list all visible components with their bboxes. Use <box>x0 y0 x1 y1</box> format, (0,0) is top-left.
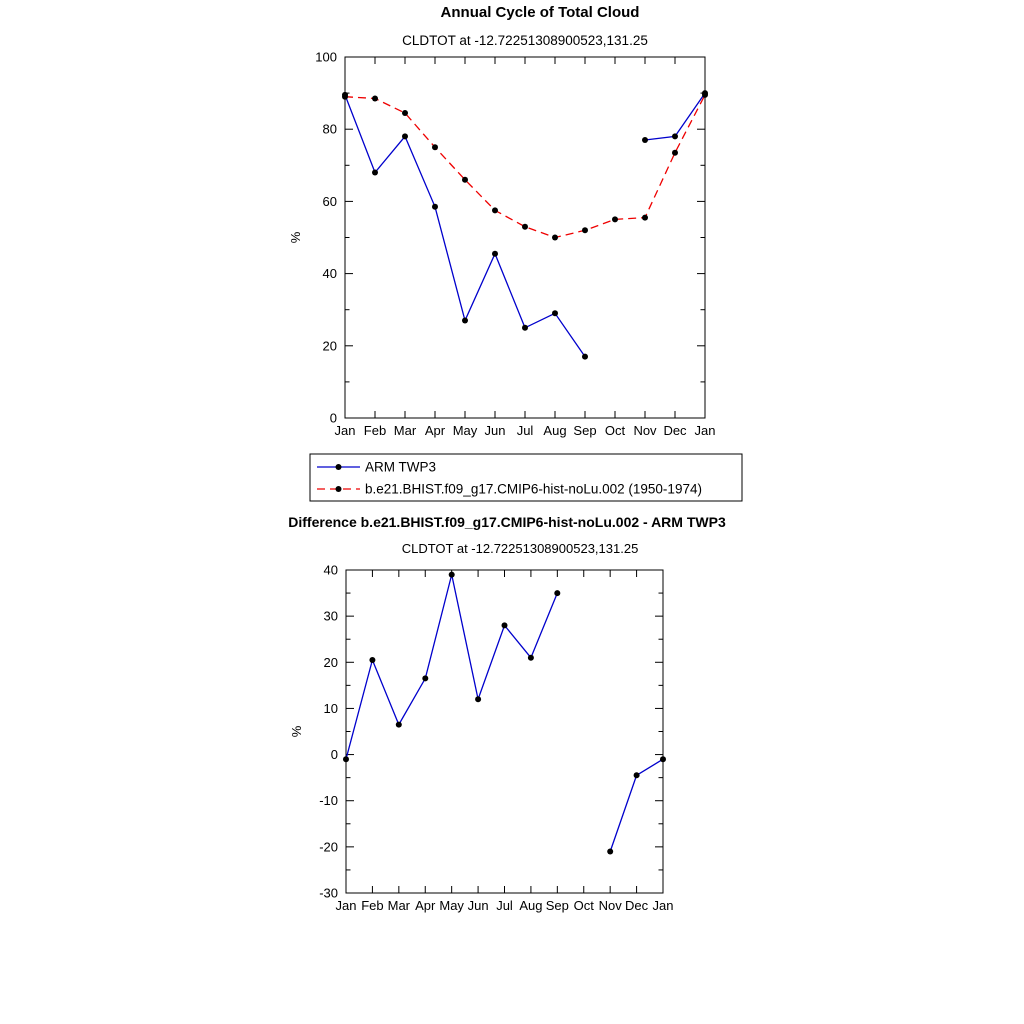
data-point-marker <box>396 722 402 728</box>
data-point-marker <box>612 216 618 222</box>
x-tick-label: Oct <box>573 898 594 913</box>
y-tick-label: 0 <box>330 747 338 763</box>
legend <box>310 454 742 501</box>
x-tick-label: Dec <box>625 898 649 913</box>
x-tick-label: Jan <box>335 898 357 913</box>
data-point-marker <box>522 224 528 230</box>
y-tick-label: 40 <box>323 562 338 578</box>
x-tick-label: Jul <box>496 898 513 913</box>
data-point-marker <box>432 204 438 210</box>
data-point-marker <box>607 849 613 855</box>
x-tick-label: May <box>452 423 478 438</box>
legend-marker <box>336 486 342 492</box>
data-point-marker <box>522 325 528 331</box>
legend-label: b.e21.BHIST.f09_g17.CMIP6-hist-noLu.002 (1950-1974) <box>365 481 702 497</box>
data-point-marker <box>462 318 468 324</box>
x-tick-label: Jun <box>467 898 489 913</box>
y-tick-label: 80 <box>322 121 337 137</box>
data-point-marker <box>402 133 408 139</box>
y-tick-label: 20 <box>322 338 337 354</box>
y-tick-label: 60 <box>322 193 337 209</box>
difference-chart-title: Difference b.e21.BHIST.f09_g17.CMIP6-hist-noLu.002 - ARM TWP3 <box>288 514 726 530</box>
x-tick-label: Sep <box>545 898 569 913</box>
annual-cycle-chart <box>288 50 715 439</box>
x-tick-label: Nov <box>633 423 657 438</box>
y-tick-label: 40 <box>322 266 337 282</box>
data-point-marker <box>582 354 588 360</box>
y-tick-label: -30 <box>319 885 338 901</box>
x-tick-label: Nov <box>598 898 622 913</box>
data-point-marker <box>369 657 375 663</box>
series-line <box>345 95 705 238</box>
difference-chart-subtitle: CLDTOT at -12.72251308900523,131.25 <box>401 541 639 556</box>
x-tick-label: Aug <box>519 898 543 913</box>
data-point-marker <box>462 177 468 183</box>
x-tick-label: Jan <box>694 423 716 438</box>
legend-marker <box>336 464 342 470</box>
data-point-marker <box>642 137 648 143</box>
x-tick-label: Feb <box>361 898 384 913</box>
y-tick-label: -20 <box>319 839 338 855</box>
data-point-marker <box>343 756 349 762</box>
top-chart-title: Annual Cycle of Total Cloud <box>440 4 640 21</box>
data-point-marker <box>342 94 348 100</box>
data-point-marker <box>672 150 678 156</box>
y-tick-label: 0 <box>329 410 337 426</box>
x-tick-label: Mar <box>387 898 411 913</box>
x-tick-label: Mar <box>393 423 417 438</box>
x-tick-label: Apr <box>424 423 446 438</box>
y-tick-label: 20 <box>323 654 338 670</box>
x-tick-label: Jul <box>516 423 534 438</box>
series-line <box>346 575 663 852</box>
x-tick-label: Aug <box>543 423 567 438</box>
x-tick-label: Jun <box>484 423 506 438</box>
data-point-marker <box>432 144 438 150</box>
y-axis-label: % <box>288 231 303 244</box>
x-tick-label: Jan <box>334 423 356 438</box>
x-tick-label: Feb <box>363 423 387 438</box>
data-point-marker <box>372 96 378 102</box>
x-tick-label: Sep <box>573 423 597 438</box>
data-point-marker <box>642 215 648 221</box>
data-point-marker <box>502 622 508 628</box>
y-tick-label: 30 <box>323 608 338 624</box>
y-tick-label: -10 <box>319 793 338 809</box>
data-point-marker <box>552 310 558 316</box>
data-point-marker <box>582 227 588 233</box>
data-point-marker <box>552 235 558 241</box>
data-point-marker <box>634 772 640 778</box>
x-tick-label: Jan <box>652 898 674 913</box>
y-tick-label: 100 <box>315 49 337 65</box>
data-point-marker <box>554 590 560 596</box>
x-tick-label: Oct <box>604 423 626 438</box>
data-point-marker <box>449 572 455 578</box>
data-point-marker <box>372 170 378 176</box>
x-tick-label: Dec <box>663 423 687 438</box>
data-point-marker <box>672 133 678 139</box>
data-point-marker <box>402 110 408 116</box>
legend-label: ARM TWP3 <box>365 459 437 475</box>
data-point-marker <box>475 696 481 702</box>
data-point-marker <box>492 251 498 257</box>
x-tick-label: Apr <box>415 898 436 913</box>
top-chart-subtitle: CLDTOT at -12.72251308900523,131.25 <box>402 33 648 48</box>
y-axis-label: % <box>289 725 304 738</box>
difference-chart <box>289 563 673 914</box>
data-point-marker <box>660 756 666 762</box>
data-point-marker <box>492 207 498 213</box>
data-point-marker <box>422 675 428 681</box>
y-tick-label: 10 <box>323 700 338 716</box>
x-tick-label: May <box>439 898 464 913</box>
data-point-marker <box>702 92 708 98</box>
data-point-marker <box>528 655 534 661</box>
